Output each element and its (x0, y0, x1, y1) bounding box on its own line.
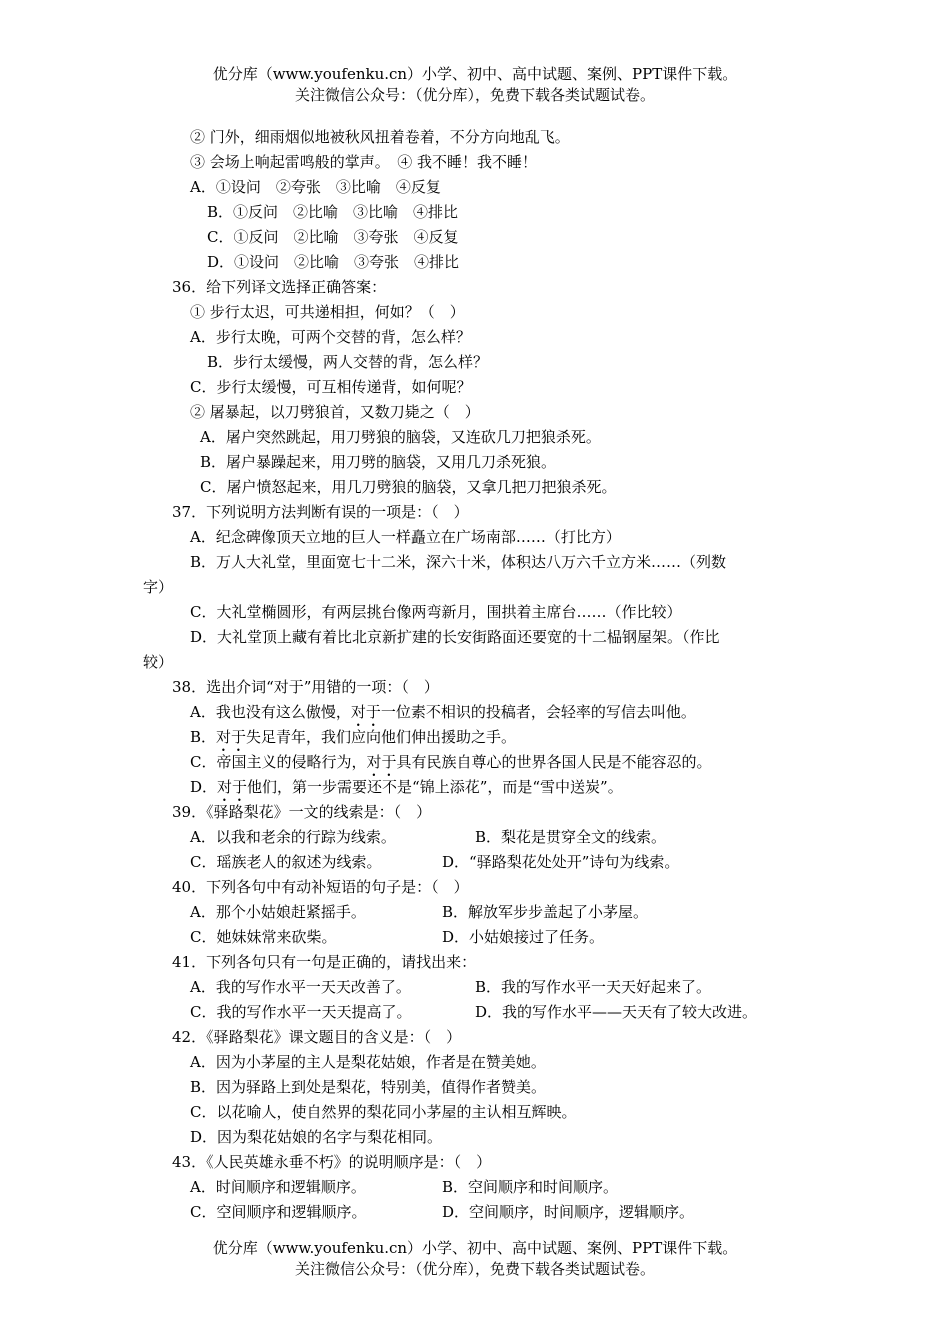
q42-stem: 42．《驿路梨花》课文题目的含义是：（ ） (172, 1028, 462, 1046)
q39-stem: 39．《驿路梨花》一文的线索是：（ ） (172, 803, 432, 821)
q43-option-d: D．空间顺序，时间顺序，逻辑顺序。 (442, 1203, 695, 1221)
q38-option-b-prefix: B． (190, 728, 217, 746)
q43-option-b: B．空间顺序和时间顺序。 (442, 1178, 619, 1196)
q37-stem: 37．下列说明方法判断有误的一项是：（ ） (172, 503, 469, 521)
q40-options-row-1 (190, 900, 830, 925)
q41-option-d: D．我的写作水平——天天有了较大改进。 (475, 1003, 758, 1021)
q38-option-d-prefix: D． (190, 778, 218, 796)
q40-options-row-2 (190, 925, 830, 950)
q39-options-row-2 (190, 850, 830, 875)
q39-option-b: B．梨花是贯穿全文的线索。 (475, 828, 667, 846)
page-header (0, 64, 950, 106)
q36-stem: 36．给下列译文选择正确答案： (172, 278, 387, 296)
q38-option-a (190, 700, 696, 725)
q36-part-1-option-a: A．步行太晚，可两个交替的背，怎么样？ (190, 328, 471, 346)
q39-option-d: D．“驿路梨花处处开”诗句为线索。 (442, 853, 680, 871)
header-line-2: 关注微信公众号：（优分库），免费下载各类试题试卷。 (294, 86, 655, 104)
q43-options-row-1 (190, 1175, 830, 1200)
q40-stem: 40．下列各句中有动补短语的句子是：（ ） (172, 878, 469, 896)
q38-option-a-emphasis: 对于 (350, 703, 381, 721)
q38-option-b (190, 725, 516, 750)
q38-option-c-emphasis: 对于 (366, 753, 397, 771)
q35-sentence-2: ② 门外，细雨烟似地被秋风扭着卷着，不分方向地乱飞。 (190, 128, 570, 146)
q38-option-b-suffix: 失足青年，我们应向他们伸出援助之手。 (246, 728, 517, 746)
q41-options-row-1 (190, 975, 830, 1000)
q38-stem: 38．选出介词“对于”用错的一项：（ ） (172, 678, 439, 696)
q38-option-d-emphasis: 对于 (217, 778, 248, 796)
q42-option-c: C．以花喻人，使自然界的梨花同小茅屋的主认相互辉映。 (190, 1103, 577, 1121)
q41-options-row-2 (190, 1000, 830, 1025)
q35-option-a: A．①设问 ②夸张 ③比喻 ④反复 (190, 178, 441, 196)
q38-option-d (190, 775, 623, 800)
q42-option-d: D．因为梨花姑娘的名字与梨花相同。 (190, 1128, 443, 1146)
q43-options-row-2 (190, 1200, 830, 1225)
header-line-1: 优分库（www.youfenku.cn）小学、初中、高中试题、案例、PPT课件下载。 (212, 65, 738, 83)
q38-option-c (190, 750, 712, 775)
q38-option-d-suffix: 他们，第一步需要还不是“锦上添花”，而是“雪中送炭”。 (247, 778, 623, 796)
q35-option-b: B．①反问 ②比喻 ③比喻 ④排比 (207, 203, 459, 221)
q38-option-a-prefix: A．我也没有这么傲慢， (190, 703, 351, 721)
q43-option-c: C．空间顺序和逻辑顺序。 (190, 1203, 367, 1221)
q40-option-d: D．小姑娘接过了任务。 (442, 928, 605, 946)
q39-options-row-1 (190, 825, 830, 850)
q35-sentence-3: ③ 会场上响起雷鸣般的掌声。 ④ 我不睡！我不睡！ (190, 153, 538, 171)
q35-option-d: D．①设问 ②比喻 ③夸张 ④排比 (207, 253, 460, 271)
footer-line-1: 优分库（www.youfenku.cn）小学、初中、高中试题、案例、PPT课件下载。 (212, 1239, 738, 1257)
q36-part-1: ① 步行太迟，可共递相担，何如？（ ） (190, 303, 465, 321)
q36-part-2: ② 屠暴起，以刀劈狼首，又数刀毙之（ ） (190, 403, 480, 421)
q37-option-a: A．纪念碑像顶天立地的巨人一样矗立在广场南部……（打比方） (190, 528, 621, 546)
q43-stem: 43．《人民英雄永垂不朽》的说明顺序是：（ ） (172, 1153, 492, 1171)
q37-option-b-line-1: B．万人大礼堂，里面宽七十二米，深六十米，体积达八万六千立方米……（列数 (190, 553, 727, 571)
q36-part-1-option-b: B．步行太缓慢，两人交替的背，怎么样？ (207, 353, 489, 371)
q40-option-a: A．那个小姑娘赶紧摇手。 (190, 903, 366, 921)
q38-option-c-prefix: C．帝国主义的侵略行为， (190, 753, 367, 771)
q40-option-b: B．解放军步步盖起了小茅屋。 (442, 903, 649, 921)
q38-option-a-suffix: 一位素不相识的投稿者，会轻率的写信去叫他。 (380, 703, 696, 721)
page-footer (0, 1238, 950, 1280)
q41-stem: 41．下列各句只有一句是正确的，请找出来： (172, 953, 477, 971)
q42-option-b: B．因为驿路上到处是梨花，特别美，值得作者赞美。 (190, 1078, 547, 1096)
q36-part-2-option-c: C．屠户愤怒起来，用几刀劈狼的脑袋，又拿几把刀把狼杀死。 (200, 478, 617, 496)
q41-option-b: B．我的写作水平一天天好起来了。 (475, 978, 712, 996)
q41-option-a: A．我的写作水平一天天改善了。 (190, 978, 411, 996)
q35-option-c: C．①反问 ②比喻 ③夸张 ④反复 (207, 228, 459, 246)
q37-option-d-line-2: 较） (143, 653, 174, 671)
q37-option-c: C．大礼堂椭圆形，有两层挑台像两弯新月，围拱着主席台……（作比较） (190, 603, 682, 621)
q38-option-c-suffix: 具有民族自尊心的世界各国人民是不能容忍的。 (396, 753, 712, 771)
q39-option-c: C．瑶族老人的叙述为线索。 (190, 853, 382, 871)
footer-line-2: 关注微信公众号：（优分库），免费下载各类试题试卷。 (294, 1260, 655, 1278)
q41-option-c: C．我的写作水平一天天提高了。 (190, 1003, 412, 1021)
q37-option-b-line-2: 字） (143, 578, 174, 596)
q36-part-2-option-b: B．屠户暴躁起来，用刀劈的脑袋，又用几刀杀死狼。 (200, 453, 557, 471)
q39-option-a: A．以我和老余的行踪为线索。 (190, 828, 396, 846)
q37-option-d-line-1: D．大礼堂顶上藏有着比北京新扩建的长安街路面还要宽的十二榀钢屋架。（作比 (190, 628, 720, 646)
q38-option-b-emphasis: 对于 (216, 728, 247, 746)
q43-option-a: A．时间顺序和逻辑顺序。 (190, 1178, 366, 1196)
q42-option-a: A．因为小茅屋的主人是梨花姑娘，作者是在赞美她。 (190, 1053, 546, 1071)
q40-option-c: C．她妹妹常来砍柴。 (190, 928, 337, 946)
q36-part-1-option-c: C．步行太缓慢，可互相传递背，如何呢？ (190, 378, 472, 396)
q36-part-2-option-a: A．屠户突然跳起，用刀劈狼的脑袋，又连砍几刀把狼杀死。 (200, 428, 601, 446)
